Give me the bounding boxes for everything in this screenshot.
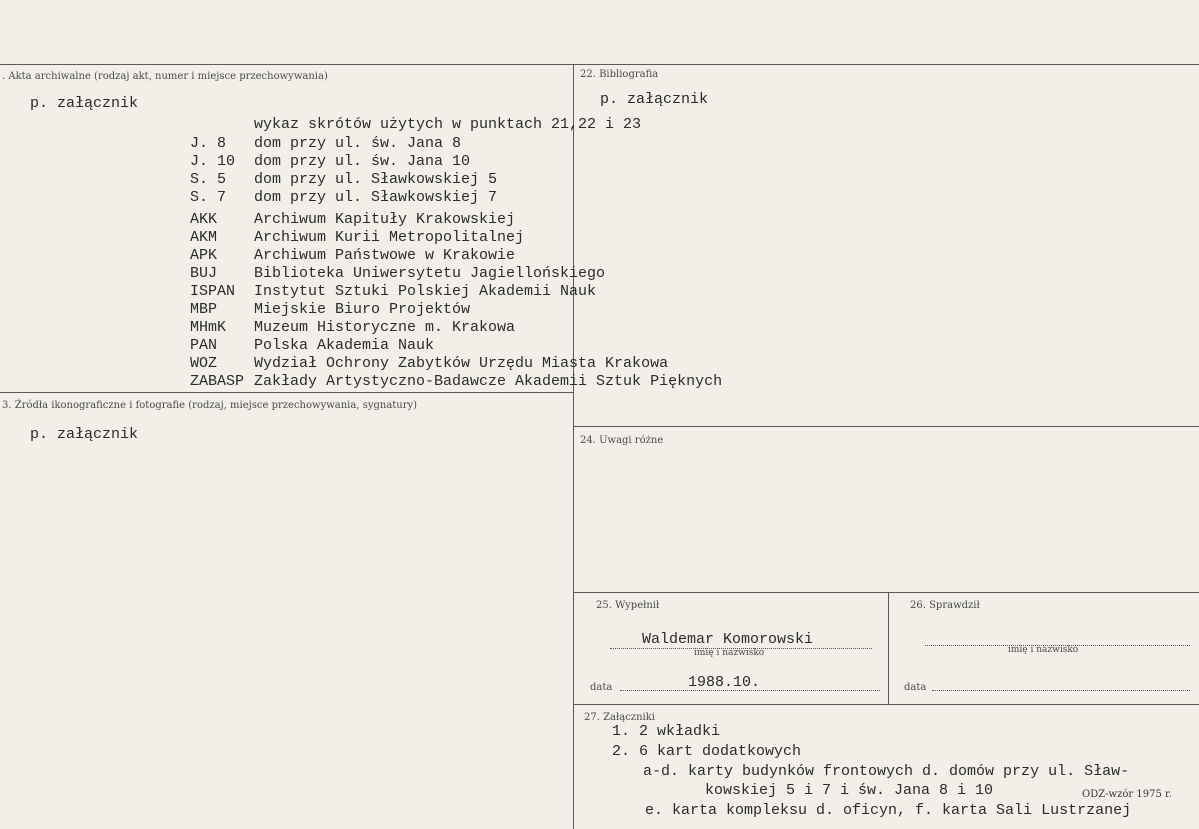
- section-23-label: 3. Źródła ikonograficzne i fotografie (rodzaj, miejsce przechowywania, sygnatury): [2, 400, 418, 411]
- section-27-label: 27. Załączniki: [584, 712, 655, 723]
- section-26-label: 26. Sprawdził: [910, 600, 980, 611]
- filled-by-name-caption: imię i nazwisko: [694, 648, 765, 658]
- section-21-reference: p. załącznik: [30, 95, 139, 112]
- attachment-item: a-d. karty budynków frontowych d. domów przy ul. Sław-: [643, 763, 1130, 780]
- left-middle-rule: [0, 392, 573, 393]
- form-identifier: ODZ-wzór 1975 r.: [1082, 789, 1172, 800]
- section-24-label: 24. Uwagi różne: [580, 435, 664, 446]
- checked-by-name-caption: imię i nazwisko: [1008, 645, 1079, 655]
- checked-by-date-label: data: [904, 682, 927, 693]
- filled-by-name: Waldemar Komorowski: [642, 631, 814, 648]
- section-25-label: 25. Wypełnił: [596, 600, 660, 611]
- section-21-label: . Akta archiwalne (rodzaj akt, numer i miejsce przechowywania): [2, 71, 328, 82]
- filled-by-date: 1988.10.: [688, 674, 761, 691]
- checked-by-date-line: [932, 690, 1190, 691]
- top-rule: [0, 64, 1199, 65]
- attachment-item: 1. 2 wkładki: [612, 723, 721, 740]
- signature-divider: [888, 592, 889, 704]
- vertical-divider: [573, 64, 574, 829]
- attachment-item: 2. 6 kart dodatkowych: [612, 743, 802, 760]
- section-23-reference: p. załącznik: [30, 426, 139, 443]
- right-signature-rule: [573, 592, 1199, 593]
- right-lower-rule: [573, 704, 1199, 705]
- section-22-reference: p. załącznik: [600, 91, 709, 108]
- attachment-item: e. karta kompleksu d. oficyn, f. karta Sali Lustrzanej: [645, 802, 1132, 819]
- section-22-label: 22. Bibliografia: [580, 69, 659, 80]
- abbreviations-intro: wykaz skrótów użytych w punktach 21,22 i 23: [254, 116, 642, 133]
- attachment-item: kowskiej 5 i 7 i św. Jana 8 i 10: [705, 782, 994, 799]
- filled-by-date-label: data: [590, 682, 613, 693]
- right-upper-rule: [573, 426, 1199, 427]
